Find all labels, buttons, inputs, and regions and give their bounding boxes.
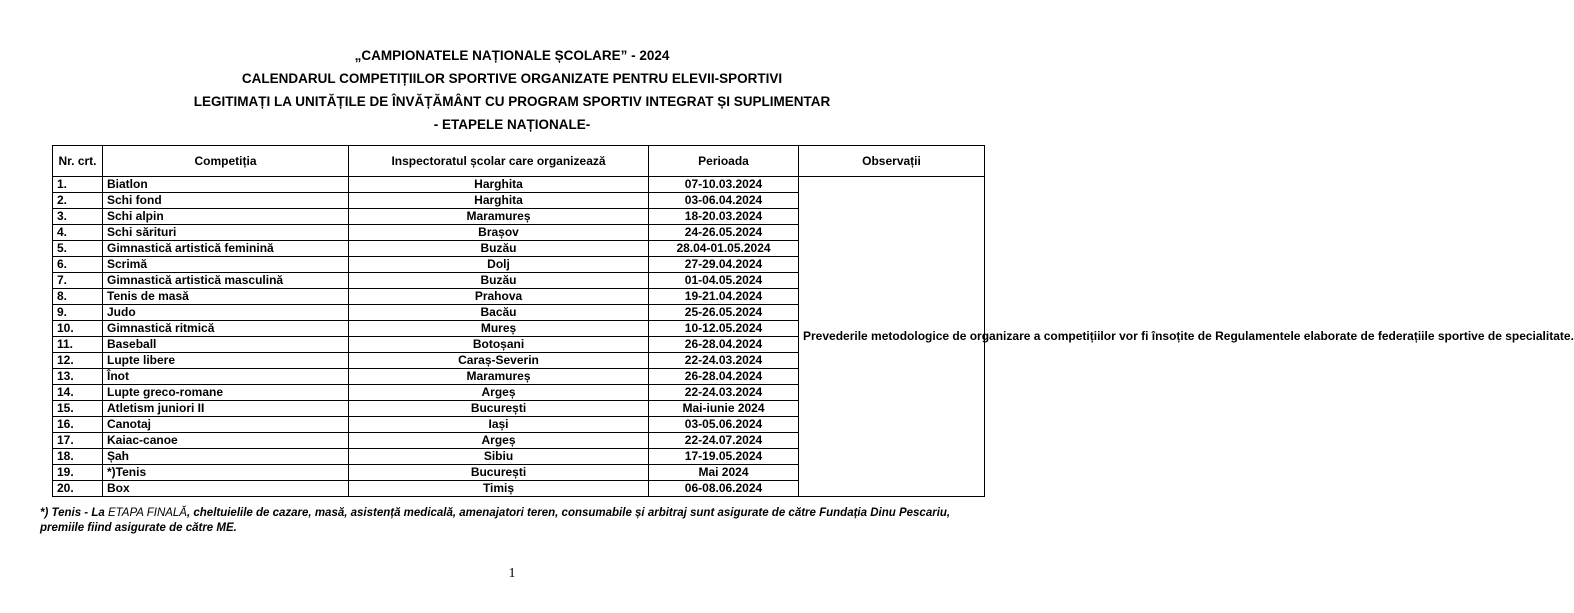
row-period: 01-04.05.2024 [649, 273, 799, 289]
row-inspectorate: București [349, 401, 649, 417]
row-period: 22-24.07.2024 [649, 433, 799, 449]
document-title-block [0, 44, 1024, 136]
observations-cell: Prevederile metodologice de organizare a competițiilor vor fi însoțite de Regulamentele elaborate de federațiile sportive de specialitate. [799, 177, 985, 497]
row-inspectorate: Argeș [349, 385, 649, 401]
row-nr: 7. [53, 273, 103, 289]
header-nr: Nr. crt. [53, 146, 103, 177]
row-nr: 16. [53, 417, 103, 433]
row-period: 28.04-01.05.2024 [649, 241, 799, 257]
footnote-prefix: *) Tenis - La [40, 507, 108, 519]
row-inspectorate: București [349, 465, 649, 481]
row-period: 22-24.03.2024 [649, 353, 799, 369]
row-nr: 12. [53, 353, 103, 369]
footnote-highlight: ETAPA FINALĂ [107, 507, 187, 519]
row-period: 19-21.04.2024 [649, 289, 799, 305]
row-inspectorate: Caraș-Severin [349, 353, 649, 369]
row-inspectorate: Prahova [349, 289, 649, 305]
row-inspectorate: Argeș [349, 433, 649, 449]
row-competition: Șah [103, 449, 349, 465]
row-period: Mai-iunie 2024 [649, 401, 799, 417]
table-body [53, 177, 1574, 497]
title-line-2: CALENDARUL COMPETIȚIILOR SPORTIVE ORGANIZATE PENTRU ELEVII-SPORTIVI [241, 71, 783, 86]
title-line-4: - ETAPELE NAȚIONALE- [433, 117, 591, 132]
row-competition: Kaiac-canoe [103, 433, 349, 449]
row-nr: 5. [53, 241, 103, 257]
title-line-1: „CAMPIONATELE NAȚIONALE ȘCOLARE” - 2024 [354, 48, 670, 63]
row-nr: 15. [53, 401, 103, 417]
row-nr: 11. [53, 337, 103, 353]
row-competition: Baseball [103, 337, 349, 353]
row-nr: 3. [53, 209, 103, 225]
header-period: Perioada [649, 146, 799, 177]
row-competition: Gimnastică artistică masculină [103, 273, 349, 289]
row-inspectorate: Mureș [349, 321, 649, 337]
row-period: 06-08.06.2024 [649, 481, 799, 497]
row-nr: 19. [53, 465, 103, 481]
row-nr: 8. [53, 289, 103, 305]
row-nr: 13. [53, 369, 103, 385]
row-period: 10-12.05.2024 [649, 321, 799, 337]
row-competition: Scrimă [103, 257, 349, 273]
row-nr: 17. [53, 433, 103, 449]
row-period: 25-26.05.2024 [649, 305, 799, 321]
row-period: 18-20.03.2024 [649, 209, 799, 225]
table-header-row [53, 146, 985, 177]
row-inspectorate: Brașov [349, 225, 649, 241]
row-nr: 1. [53, 177, 103, 193]
row-competition: Canotaj [103, 417, 349, 433]
row-period: 07-10.03.2024 [649, 177, 799, 193]
row-inspectorate: Botoșani [349, 337, 649, 353]
row-period: 03-06.04.2024 [649, 193, 799, 209]
title-line-3: LEGITIMAȚI LA UNITĂȚILE DE ÎNVĂȚĂMÂNT CU PROGRAM SPORTIV INTEGRAT ȘI SUPLIMENTAR [193, 94, 831, 109]
row-competition: Gimnastică ritmică [103, 321, 349, 337]
row-inspectorate: Iași [349, 417, 649, 433]
row-period: 22-24.03.2024 [649, 385, 799, 401]
row-competition: Judo [103, 305, 349, 321]
row-nr: 9. [53, 305, 103, 321]
table-row [53, 177, 985, 193]
row-inspectorate: Sibiu [349, 449, 649, 465]
row-inspectorate: Buzău [349, 273, 649, 289]
row-nr: 4. [53, 225, 103, 241]
row-competition: Schi alpin [103, 209, 349, 225]
footnote [40, 506, 995, 536]
row-competition: Lupte libere [103, 353, 349, 369]
row-competition: Tenis de masă [103, 289, 349, 305]
row-period: 26-28.04.2024 [649, 337, 799, 353]
row-inspectorate: Maramureș [349, 209, 649, 225]
header-competition: Competiția [103, 146, 349, 177]
row-nr: 6. [53, 257, 103, 273]
row-competition: Schi sărituri [103, 225, 349, 241]
row-period: 27-29.04.2024 [649, 257, 799, 273]
row-nr: 18. [53, 449, 103, 465]
page-number: 1 [508, 566, 516, 581]
row-competition: Schi fond [103, 193, 349, 209]
row-period: Mai 2024 [649, 465, 799, 481]
row-nr: 10. [53, 321, 103, 337]
row-inspectorate: Buzău [349, 241, 649, 257]
row-period: 03-05.06.2024 [649, 417, 799, 433]
row-nr: 20. [53, 481, 103, 497]
competition-calendar-table [52, 145, 1574, 497]
header-inspectorate: Inspectoratul școlar care organizează [349, 146, 649, 177]
row-inspectorate: Harghita [349, 177, 649, 193]
row-competition: Lupte greco-romane [103, 385, 349, 401]
row-inspectorate: Bacău [349, 305, 649, 321]
row-inspectorate: Maramureș [349, 369, 649, 385]
row-competition: Box [103, 481, 349, 497]
row-nr: 14. [53, 385, 103, 401]
row-period: 17-19.05.2024 [649, 449, 799, 465]
row-competition: Atletism juniori II [103, 401, 349, 417]
row-competition: Biatlon [103, 177, 349, 193]
row-nr: 2. [53, 193, 103, 209]
row-period: 24-26.05.2024 [649, 225, 799, 241]
footnote-rest: , cheltuielile de cazare, masă, asistență medicală, amenajatori teren, consumabile și arbitraj sunt asigurate de către Fundația Dinu Pescariu, premiile fiind asigurate de către ME. [40, 507, 951, 534]
row-inspectorate: Dolj [349, 257, 649, 273]
row-period: 26-28.04.2024 [649, 369, 799, 385]
row-competition: *)Tenis [103, 465, 349, 481]
row-competition: Înot [103, 369, 349, 385]
header-observations: Observații [799, 146, 985, 177]
row-inspectorate: Harghita [349, 193, 649, 209]
row-inspectorate: Timiș [349, 481, 649, 497]
row-competition: Gimnastică artistică feminină [103, 241, 349, 257]
